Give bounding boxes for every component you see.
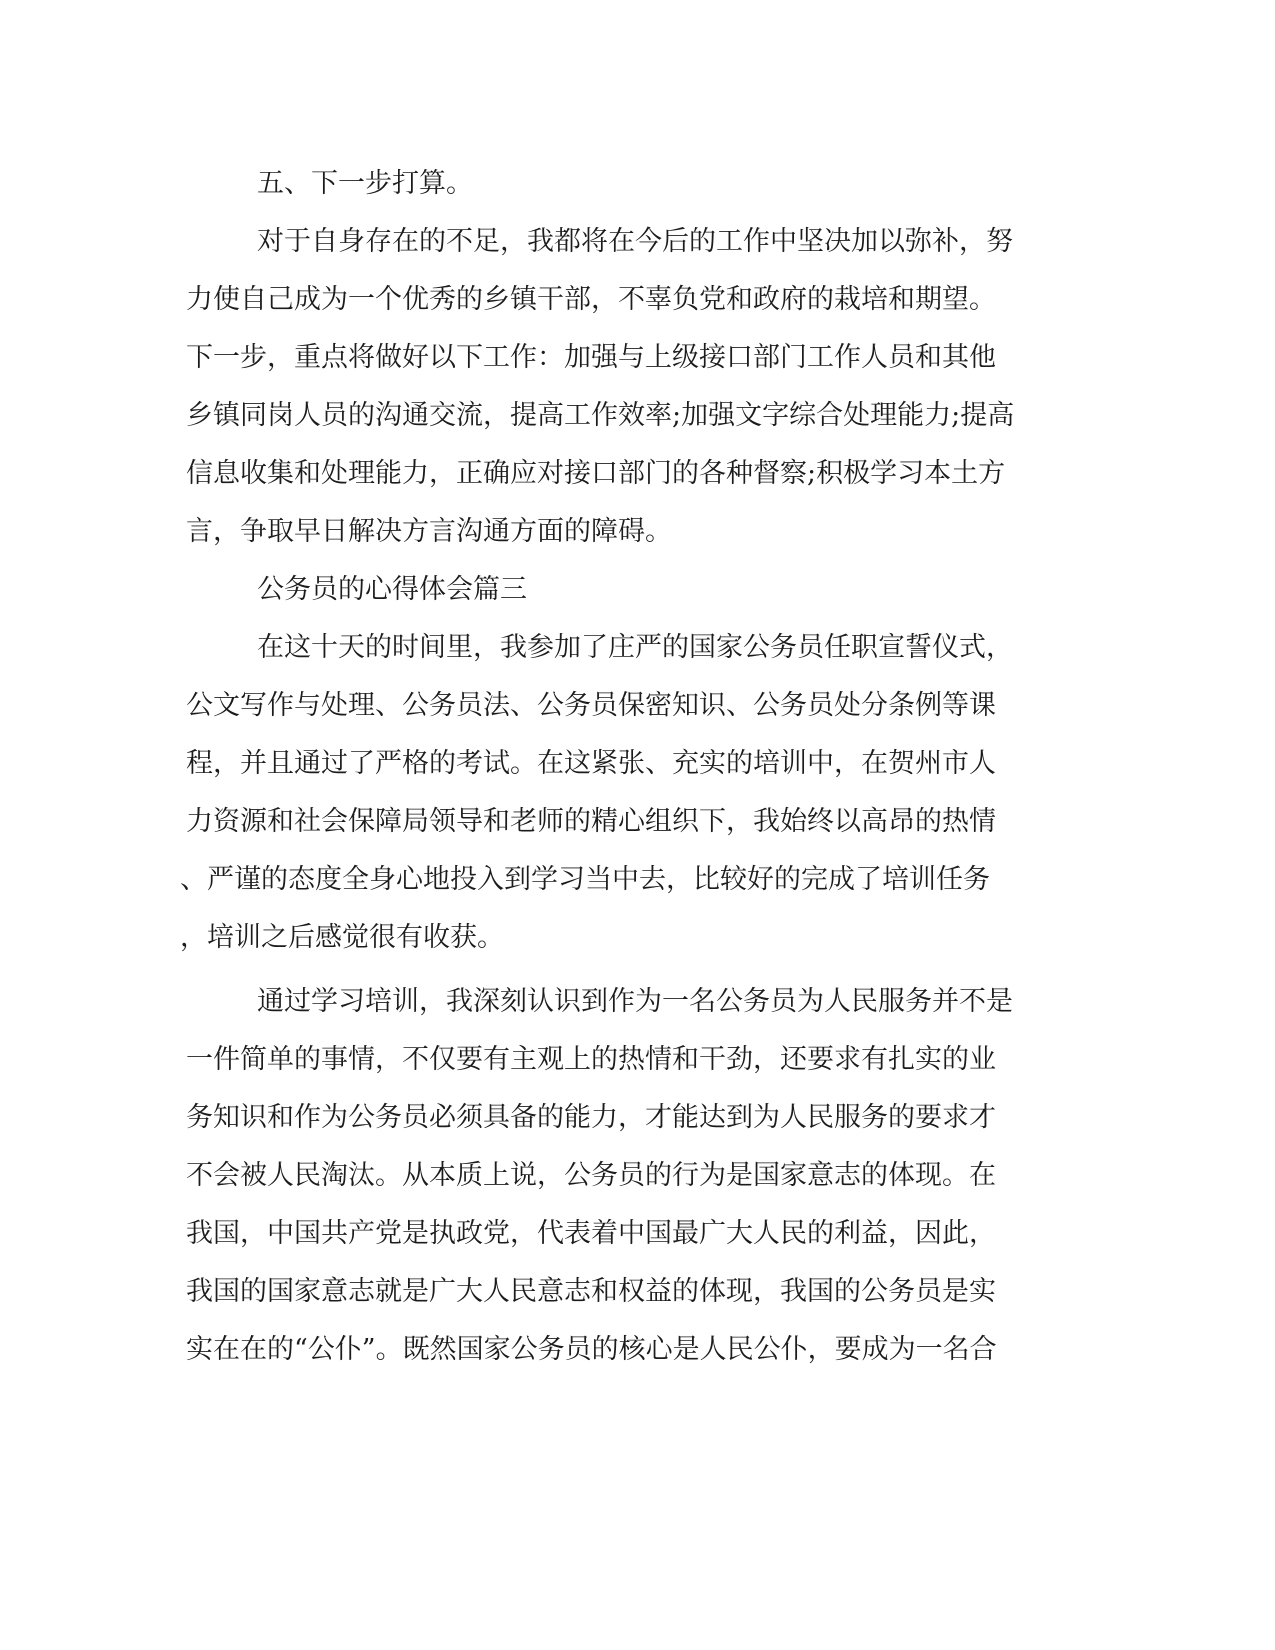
text-line: ，培训之后感觉很有收获。 [180, 922, 504, 953]
section-heading-part-three: 公务员的心得体会篇三 [257, 574, 527, 605]
text-line: 程，并且通过了严格的考试。在这紧张、充实的培训中，在贺州市人 [186, 748, 996, 779]
text-line: 力使自己成为一个优秀的乡镇干部，不辜负党和政府的栽培和期望。 [186, 284, 996, 315]
text-line: 我国，中国共产党是执政党，代表着中国最广大人民的利益，因此， [186, 1218, 996, 1249]
text-line: 力资源和社会保障局领导和老师的精心组织下，我始终以高昂的热情 [186, 806, 996, 837]
section-heading-next-steps: 五、下一步打算。 [257, 168, 473, 199]
text-line: 一件简单的事情，不仅要有主观上的热情和干劲，还要求有扎实的业 [186, 1044, 996, 1075]
text-line: 言，争取早日解决方言沟通方面的障碍。 [186, 516, 672, 547]
text-line: 、严谨的态度全身心地投入到学习当中去，比较好的完成了培训任务 [180, 864, 990, 895]
text-line: 通过学习培训，我深刻认识到作为一名公务员为人民服务并不是 [257, 986, 1013, 1017]
text-line: 在这十天的时间里，我参加了庄严的国家公务员任职宣誓仪式， [257, 632, 1013, 663]
text-line: 下一步，重点将做好以下工作：加强与上级接口部门工作人员和其他 [186, 342, 996, 373]
text-line: 务知识和作为公务员必须具备的能力，才能达到为人民服务的要求才 [186, 1102, 996, 1133]
text-line: 公文写作与处理、公务员法、公务员保密知识、公务员处分条例等课 [186, 690, 996, 721]
text-line: 我国的国家意志就是广大人民意志和权益的体现，我国的公务员是实 [186, 1276, 996, 1307]
text-line: 对于自身存在的不足，我都将在今后的工作中坚决加以弥补，努 [257, 226, 1013, 257]
text-line: 不会被人民淘汰。从本质上说，公务员的行为是国家意志的体现。在 [186, 1160, 996, 1191]
text-line: 实在在的“公仆”。既然国家公务员的核心是人民公仆，要成为一名合 [186, 1334, 997, 1365]
text-line: 信息收集和处理能力，正确应对接口部门的各种督察;积极学习本土方 [186, 458, 1006, 489]
text-line: 乡镇同岗人员的沟通交流，提高工作效率;加强文字综合处理能力;提高 [186, 400, 1015, 431]
